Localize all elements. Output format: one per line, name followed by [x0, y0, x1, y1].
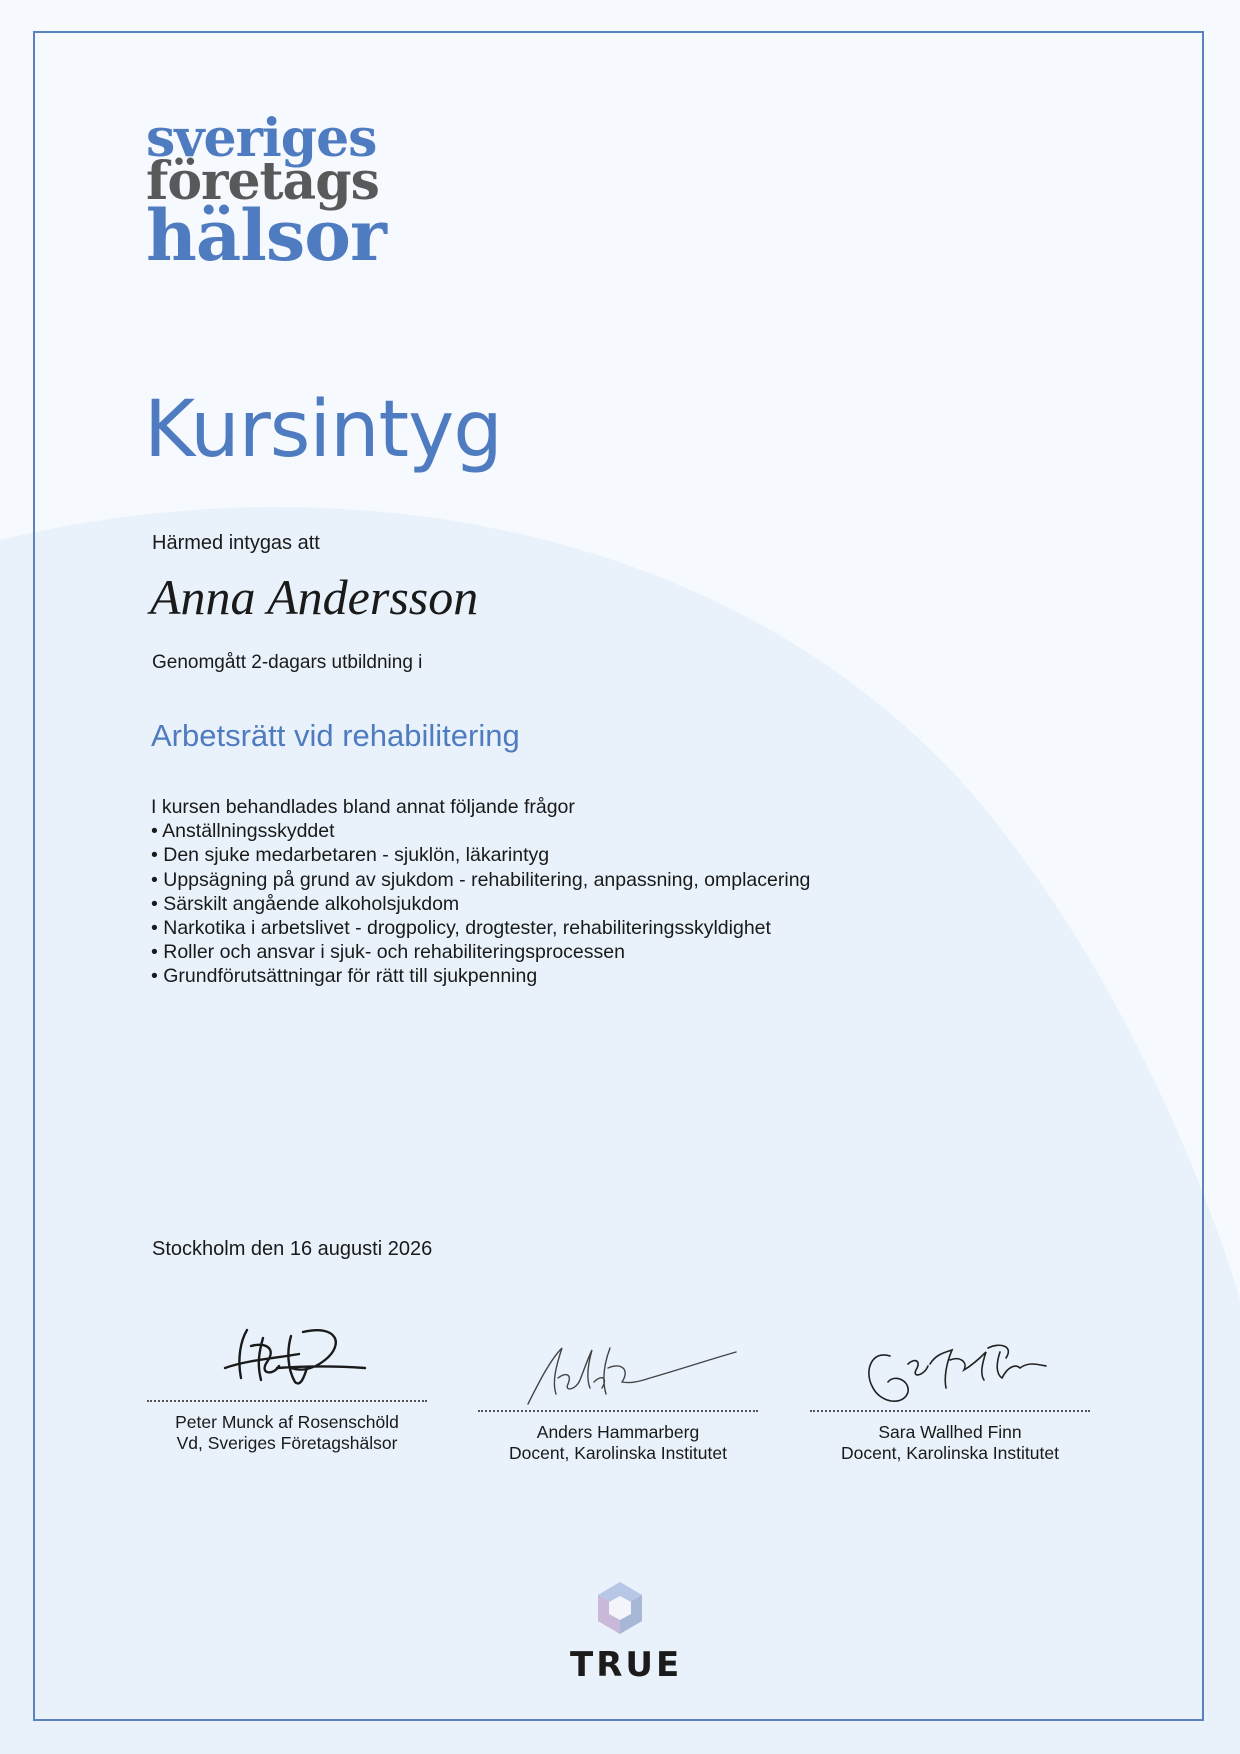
- signatory-name: Sara Wallhed Finn: [878, 1422, 1022, 1442]
- signatory-name: Anders Hammarberg: [536, 1422, 700, 1442]
- topic-item: • Särskilt angående alkoholsjukdom: [151, 892, 810, 916]
- logo-line-3: hälsor: [146, 194, 386, 277]
- signature-line: [147, 1400, 427, 1402]
- signatory-role: Docent, Karolinska Institutet: [841, 1443, 1059, 1463]
- partner-logo: [570, 1580, 683, 1685]
- topic-item: • Roller och ansvar i sjuk- och rehabiliteringsprocessen: [151, 940, 810, 964]
- signatory-name: Peter Munck af Rosenschöld: [175, 1412, 399, 1432]
- signature-line: [478, 1410, 758, 1412]
- partner-logo-text: TRUE: [570, 1645, 683, 1685]
- signature-block-3: [810, 1334, 1090, 1464]
- handwritten-signature-3: [850, 1334, 1050, 1410]
- place-and-date: Stockholm den 16 augusti 2026: [152, 1238, 433, 1260]
- logo-line-2: företags: [146, 151, 379, 212]
- hexagon-cube-icon: [592, 1580, 648, 1636]
- signature-block-1: [147, 1318, 427, 1454]
- signatory-role: Docent, Karolinska Institutet: [509, 1443, 727, 1463]
- topic-item: • Narkotika i arbetslivet - drogpolicy, drogtester, rehabiliteringsskyldighet: [151, 916, 810, 940]
- completion-text: Genomgått 2-dagars utbildning i: [152, 652, 423, 673]
- recipient-name: Anna Andersson: [150, 569, 479, 625]
- topic-item: • Den sjuke medarbetaren - sjuklön, läkarintyg: [151, 843, 810, 867]
- certificate-title: Kursintyg: [144, 385, 502, 475]
- handwritten-signature-2: [498, 1338, 738, 1410]
- topic-item: • Grundförutsättningar för rätt till sjukpenning: [151, 964, 810, 988]
- certificate-intro: Härmed intygas att: [152, 532, 320, 554]
- topics-intro: I kursen behandlades bland annat följande frågor: [151, 796, 575, 818]
- topics-list: [151, 819, 810, 988]
- signature-line: [810, 1410, 1090, 1412]
- topic-item: • Anställningsskyddet: [151, 819, 810, 843]
- course-topics: [151, 795, 810, 989]
- signature-block-2: [478, 1338, 758, 1464]
- course-name: Arbetsrätt vid rehabilitering: [151, 718, 520, 753]
- handwritten-signature-1: [207, 1318, 367, 1400]
- topic-item: • Uppsägning på grund av sjukdom - rehabilitering, anpassning, omplacering: [151, 868, 810, 892]
- logo-line-1: sveriges: [146, 108, 377, 169]
- company-logo: [146, 108, 386, 277]
- signatory-role: Vd, Sveriges Företagshälsor: [176, 1433, 398, 1453]
